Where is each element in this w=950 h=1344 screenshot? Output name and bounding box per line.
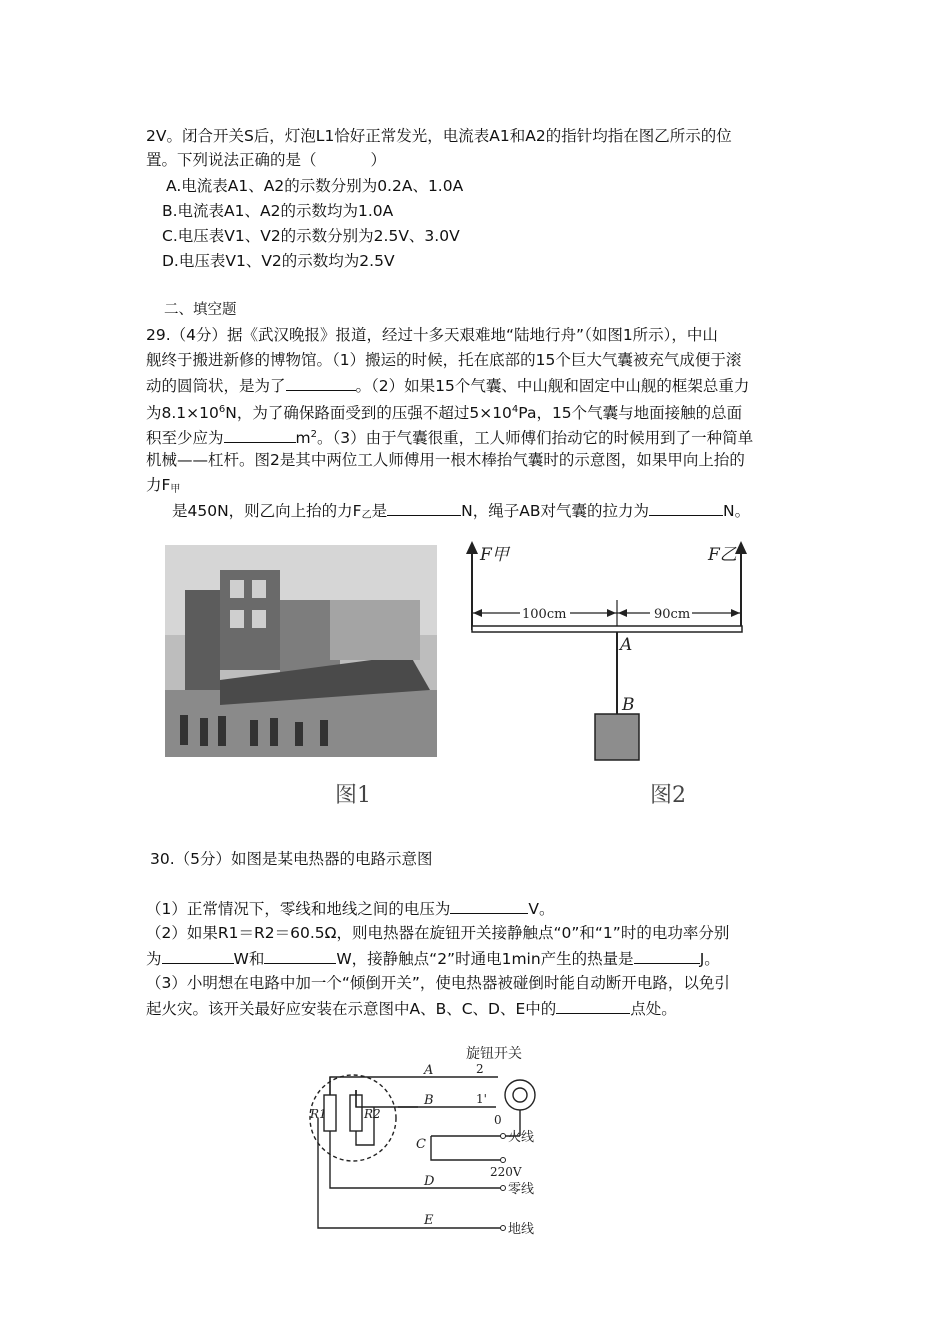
label-r1: R1 <box>310 1107 327 1121</box>
label-point-c: C <box>416 1137 426 1152</box>
arrowhead-icon <box>735 541 747 554</box>
q30-part-3-line-1: （3）小明想在电路中加一个“倾倒开关”，使电热器被碰倒时能自动断开电路，以免引 <box>146 974 730 992</box>
q28-option-b: B.电流表A1、A2的示数均为1.0A <box>162 202 394 220</box>
circuit-diagram <box>298 1040 558 1240</box>
figure-1-caption: 图1 <box>335 783 371 808</box>
label-point-d: D <box>424 1174 435 1189</box>
q30-part-1: （1）正常情况下，零线和地线之间的电压为 V。 <box>146 896 554 921</box>
label-live-wire: 火线 <box>508 1130 535 1145</box>
arrowhead-icon <box>466 541 478 554</box>
q28-line-1: 2V。闭合开关S后，灯泡L1恰好正常发光，电流表A1和A2的指针均指在图乙所示的位 <box>146 127 732 145</box>
q29-line-1: 29.（4分）据《武汉晚报》报道，经过十多天艰难地“陆地行舟”（如图1所示），中山 <box>146 326 718 344</box>
answer-blank[interactable] <box>634 946 700 964</box>
answer-blank[interactable] <box>556 996 630 1014</box>
label-point-a: A <box>424 1063 434 1078</box>
q30-part-2-line-1: （2）如果R1＝R2＝60.5Ω，则电热器在旋钮开关接静触点“0”和“1”时的电功率分别 <box>146 924 730 942</box>
q29-line-4: 为$8.1\times 10^6N$，为了确保路面受到的压强不超过$5\times 10^4Pa$，15个气囊与地面接触的总面 <box>146 404 743 422</box>
q29-line-5: 积至少应为 $m^2$。（3）由于气囊很重，工人师傅们抬动它的时候用到了一种简单 <box>146 423 753 450</box>
label-100cm: 100cm <box>522 607 567 622</box>
q28-option-c: C.电压表V1、V2的示数分别为2.5V、3.0V <box>162 227 460 245</box>
label-neutral-wire: 零线 <box>508 1182 535 1197</box>
answer-blank[interactable] <box>450 896 528 914</box>
label-ground-wire: 地线 <box>508 1222 535 1237</box>
q30-part-2-line-2: 为 W和 W，接静触点“2”时通电1min产生的热量是 J。 <box>146 946 720 971</box>
section-title: 二、填空题 <box>164 302 237 318</box>
figure-2-lever-diagram <box>460 538 760 810</box>
q28-option-a: A.电流表A1、A2的示数分别为0.2A、1.0A <box>166 177 464 195</box>
label-point-a: A <box>620 635 633 655</box>
q29-line-7: 力$F_甲$ <box>146 476 181 495</box>
q29-line-8: 是450N，则乙向上抬的力$F_乙$是 N，绳子AB对气囊的拉力为 N。 <box>172 498 750 528</box>
q28-option-d: D.电压表V1、V2的示数均为2.5V <box>162 252 395 270</box>
figure-2-caption: 图2 <box>650 783 686 808</box>
answer-blank[interactable] <box>224 425 296 443</box>
wooden-bar <box>472 626 742 632</box>
label-90cm: 90cm <box>654 607 691 622</box>
answer-blank[interactable] <box>649 498 723 516</box>
label-point-b: B <box>622 695 635 715</box>
label-f-yi: F乙 <box>708 545 737 565</box>
q30-title: 30.（5分）如图是某电热器的电路示意图 <box>150 850 433 868</box>
q29-line-6: 机械——杠杆。图2是其中两位工人师傅用一根木棒抬气囊时的示意图，如果甲向上抬的 <box>146 451 745 469</box>
contact-2: 2 <box>476 1062 484 1076</box>
label-point-e: E <box>424 1213 434 1228</box>
q29-line-2: 舰终于搬进新修的博物馆。（1）搬运的时候，托在底部的15个巨大气囊被充气成便于滚 <box>146 351 742 369</box>
air-bag-block <box>595 714 639 760</box>
answer-blank[interactable] <box>264 946 336 964</box>
answer-blank[interactable] <box>387 498 461 516</box>
q28-line-2: 置。下列说法正确的是（ ） <box>146 151 387 169</box>
answer-blank[interactable] <box>162 946 234 964</box>
answer-blank[interactable] <box>286 373 356 391</box>
contact-1: 1' <box>476 1092 487 1106</box>
knob-switch-label: 旋钮开关 <box>466 1046 522 1062</box>
contact-0: 0 <box>494 1113 502 1127</box>
q29-line-3: 动的圆筒状，是为了 。（2）如果15个气囊、中山舰和固定中山舰的框架总重力 <box>146 373 749 398</box>
q30-part-3-line-2: 起火灾。该开关最好应安装在示意图中A、B、C、D、E中的 点处。 <box>146 996 677 1021</box>
label-r2: R2 <box>364 1107 381 1121</box>
figure-1-photo <box>160 540 440 812</box>
label-point-b: B <box>424 1093 434 1108</box>
label-f-jia: F甲 <box>480 545 509 565</box>
label-220v: 220V <box>490 1165 522 1179</box>
knob-switch[interactable] <box>505 1080 535 1110</box>
